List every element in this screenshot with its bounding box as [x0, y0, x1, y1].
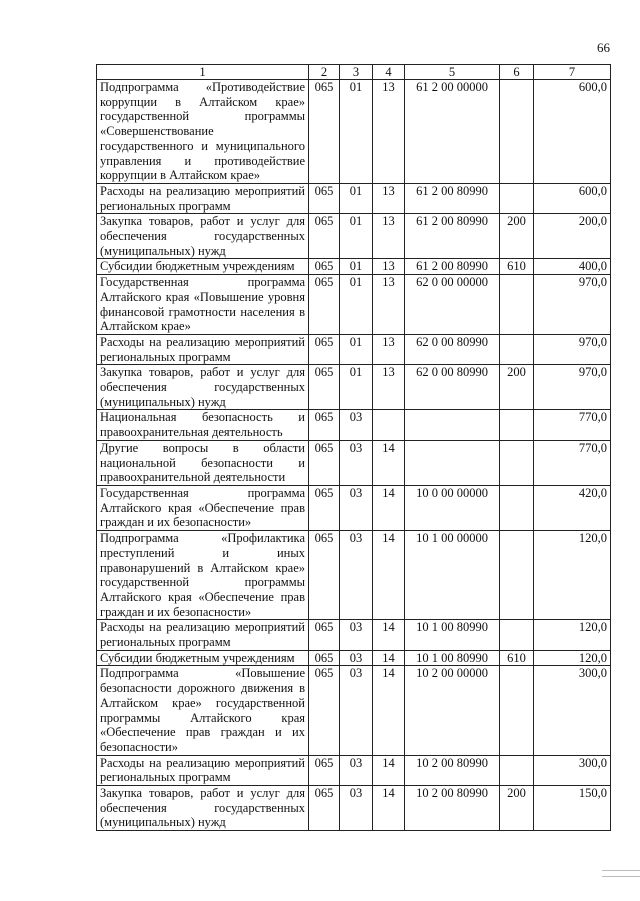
expense-type-cell [500, 440, 534, 485]
header-row [97, 65, 611, 80]
section-cell: 01 [340, 214, 373, 259]
row-name-cell: Закупка товаров, работ и услуг для обеспечения государственных (муниципальных) нужд [97, 214, 309, 259]
code-cell: 065 [309, 755, 340, 785]
expense-type-cell [500, 183, 534, 213]
expense-type-cell [500, 275, 534, 335]
section-cell: 01 [340, 259, 373, 275]
expense-type-cell [500, 755, 534, 785]
target-article-cell: 10 2 00 00000 [405, 666, 500, 755]
section-cell: 03 [340, 620, 373, 650]
subsection-cell: 13 [373, 259, 405, 275]
section-cell: 01 [340, 183, 373, 213]
table-row [97, 183, 611, 213]
row-name-cell: Расходы на реализацию мероприятий региональных программ [97, 334, 309, 364]
subsection-cell: 14 [373, 755, 405, 785]
row-name-cell: Национальная безопасность и правоохранительная деятельность [97, 410, 309, 440]
subsection-cell: 13 [373, 183, 405, 213]
row-name-cell: Закупка товаров, работ и услуг для обеспечения государственных (муниципальных) нужд [97, 365, 309, 410]
code-cell: 065 [309, 80, 340, 184]
row-name-cell: Расходы на реализацию мероприятий региональных программ [97, 755, 309, 785]
expense-type-cell: 200 [500, 214, 534, 259]
target-article-cell: 61 2 00 80990 [405, 214, 500, 259]
subsection-cell [373, 410, 405, 440]
row-name-cell: Субсидии бюджетным учреждениям [97, 259, 309, 275]
code-cell: 065 [309, 786, 340, 831]
code-cell: 065 [309, 259, 340, 275]
target-article-cell: 61 2 00 80990 [405, 259, 500, 275]
row-name-cell: Субсидии бюджетным учреждениям [97, 650, 309, 666]
header-cell: 4 [373, 65, 405, 80]
table-row [97, 666, 611, 755]
section-cell: 01 [340, 80, 373, 184]
code-cell: 065 [309, 650, 340, 666]
code-cell: 065 [309, 666, 340, 755]
target-article-cell: 10 1 00 80990 [405, 620, 500, 650]
table-row [97, 650, 611, 666]
amount-cell: 300,0 [534, 666, 611, 755]
target-article-cell: 10 0 00 00000 [405, 485, 500, 530]
subsection-cell: 14 [373, 485, 405, 530]
code-cell: 065 [309, 334, 340, 364]
table-row [97, 440, 611, 485]
scan-edge-mark [602, 870, 640, 871]
target-article-cell [405, 410, 500, 440]
table-row [97, 620, 611, 650]
section-cell: 03 [340, 650, 373, 666]
row-name-cell: Подпрограмма «Повышение безопасности дорожного движения в Алтайском крае» государственной программы Алтайского края «Обеспечение прав граждан и их безопасности» [97, 666, 309, 755]
amount-cell: 200,0 [534, 214, 611, 259]
section-cell: 03 [340, 786, 373, 831]
amount-cell: 300,0 [534, 755, 611, 785]
amount-cell: 770,0 [534, 410, 611, 440]
table-row [97, 259, 611, 275]
table-row [97, 755, 611, 785]
target-article-cell: 10 2 00 80990 [405, 755, 500, 785]
section-cell: 03 [340, 666, 373, 755]
amount-cell: 120,0 [534, 620, 611, 650]
row-name-cell: Государственная программа Алтайского края «Обеспечение прав граждан и их безопасности» [97, 485, 309, 530]
section-cell: 03 [340, 755, 373, 785]
table-row [97, 334, 611, 364]
target-article-cell: 10 2 00 80990 [405, 786, 500, 831]
amount-cell: 970,0 [534, 334, 611, 364]
row-name-cell: Расходы на реализацию мероприятий региональных программ [97, 183, 309, 213]
section-cell: 01 [340, 334, 373, 364]
header-cell: 6 [500, 65, 534, 80]
header-cell: 1 [97, 65, 309, 80]
amount-cell: 150,0 [534, 786, 611, 831]
code-cell: 065 [309, 183, 340, 213]
subsection-cell: 13 [373, 214, 405, 259]
expense-type-cell [500, 666, 534, 755]
amount-cell: 420,0 [534, 485, 611, 530]
section-cell: 03 [340, 410, 373, 440]
header-cell: 3 [340, 65, 373, 80]
expense-type-cell [500, 80, 534, 184]
expense-type-cell: 200 [500, 786, 534, 831]
table-row [97, 410, 611, 440]
subsection-cell: 14 [373, 786, 405, 831]
row-name-cell: Расходы на реализацию мероприятий региональных программ [97, 620, 309, 650]
row-name-cell: Закупка товаров, работ и услуг для обеспечения государственных (муниципальных) нужд [97, 786, 309, 831]
subsection-cell: 13 [373, 365, 405, 410]
target-article-cell: 10 1 00 80990 [405, 650, 500, 666]
amount-cell: 770,0 [534, 440, 611, 485]
code-cell: 065 [309, 531, 340, 620]
amount-cell: 970,0 [534, 275, 611, 335]
amount-cell: 600,0 [534, 183, 611, 213]
expense-type-cell [500, 410, 534, 440]
section-cell: 03 [340, 440, 373, 485]
header-cell: 2 [309, 65, 340, 80]
table-row [97, 786, 611, 831]
target-article-cell: 61 2 00 80990 [405, 183, 500, 213]
subsection-cell: 14 [373, 531, 405, 620]
expense-type-cell: 200 [500, 365, 534, 410]
amount-cell: 400,0 [534, 259, 611, 275]
section-cell: 01 [340, 365, 373, 410]
code-cell: 065 [309, 365, 340, 410]
code-cell: 065 [309, 485, 340, 530]
code-cell: 065 [309, 275, 340, 335]
target-article-cell [405, 440, 500, 485]
target-article-cell: 62 0 00 00000 [405, 275, 500, 335]
expense-type-cell [500, 531, 534, 620]
subsection-cell: 13 [373, 275, 405, 335]
amount-cell: 970,0 [534, 365, 611, 410]
section-cell: 01 [340, 275, 373, 335]
subsection-cell: 14 [373, 440, 405, 485]
expense-type-cell: 610 [500, 259, 534, 275]
target-article-cell: 62 0 00 80990 [405, 365, 500, 410]
subsection-cell: 13 [373, 334, 405, 364]
table-row [97, 275, 611, 335]
table-body [97, 80, 611, 831]
header-cell: 7 [534, 65, 611, 80]
table-row [97, 365, 611, 410]
table-row [97, 531, 611, 620]
table-row [97, 80, 611, 184]
table-row [97, 485, 611, 530]
expense-type-cell: 610 [500, 650, 534, 666]
target-article-cell: 62 0 00 80990 [405, 334, 500, 364]
code-cell: 065 [309, 440, 340, 485]
subsection-cell: 14 [373, 620, 405, 650]
row-name-cell: Подпрограмма «Противодействие коррупции в Алтайском крае» государственной программы «Совершенствование государственного и муниципального управления и противодействие коррупции в Алтайском крае» [97, 80, 309, 184]
row-name-cell: Подпрограмма «Профилактика преступлений и иных правонарушений в Алтайском крае» государственной программы Алтайского края «Обеспечение прав граждан и их безопасности» [97, 531, 309, 620]
subsection-cell: 14 [373, 666, 405, 755]
amount-cell: 120,0 [534, 531, 611, 620]
scan-edge-mark [602, 876, 640, 877]
target-article-cell: 61 2 00 00000 [405, 80, 500, 184]
table-row [97, 214, 611, 259]
subsection-cell: 13 [373, 80, 405, 184]
expense-type-cell [500, 334, 534, 364]
code-cell: 065 [309, 410, 340, 440]
expense-type-cell [500, 485, 534, 530]
code-cell: 065 [309, 620, 340, 650]
row-name-cell: Государственная программа Алтайского края «Повышение уровня финансовой грамотности населения в Алтайском крае» [97, 275, 309, 335]
budget-table [96, 64, 611, 831]
subsection-cell: 14 [373, 650, 405, 666]
section-cell: 03 [340, 485, 373, 530]
page-number: 66 [597, 40, 610, 55]
row-name-cell: Другие вопросы в области национальной безопасности и правоохранительной деятельности [97, 440, 309, 485]
header-cell: 5 [405, 65, 500, 80]
target-article-cell: 10 1 00 00000 [405, 531, 500, 620]
expense-type-cell [500, 620, 534, 650]
amount-cell: 120,0 [534, 650, 611, 666]
amount-cell: 600,0 [534, 80, 611, 184]
code-cell: 065 [309, 214, 340, 259]
section-cell: 03 [340, 531, 373, 620]
